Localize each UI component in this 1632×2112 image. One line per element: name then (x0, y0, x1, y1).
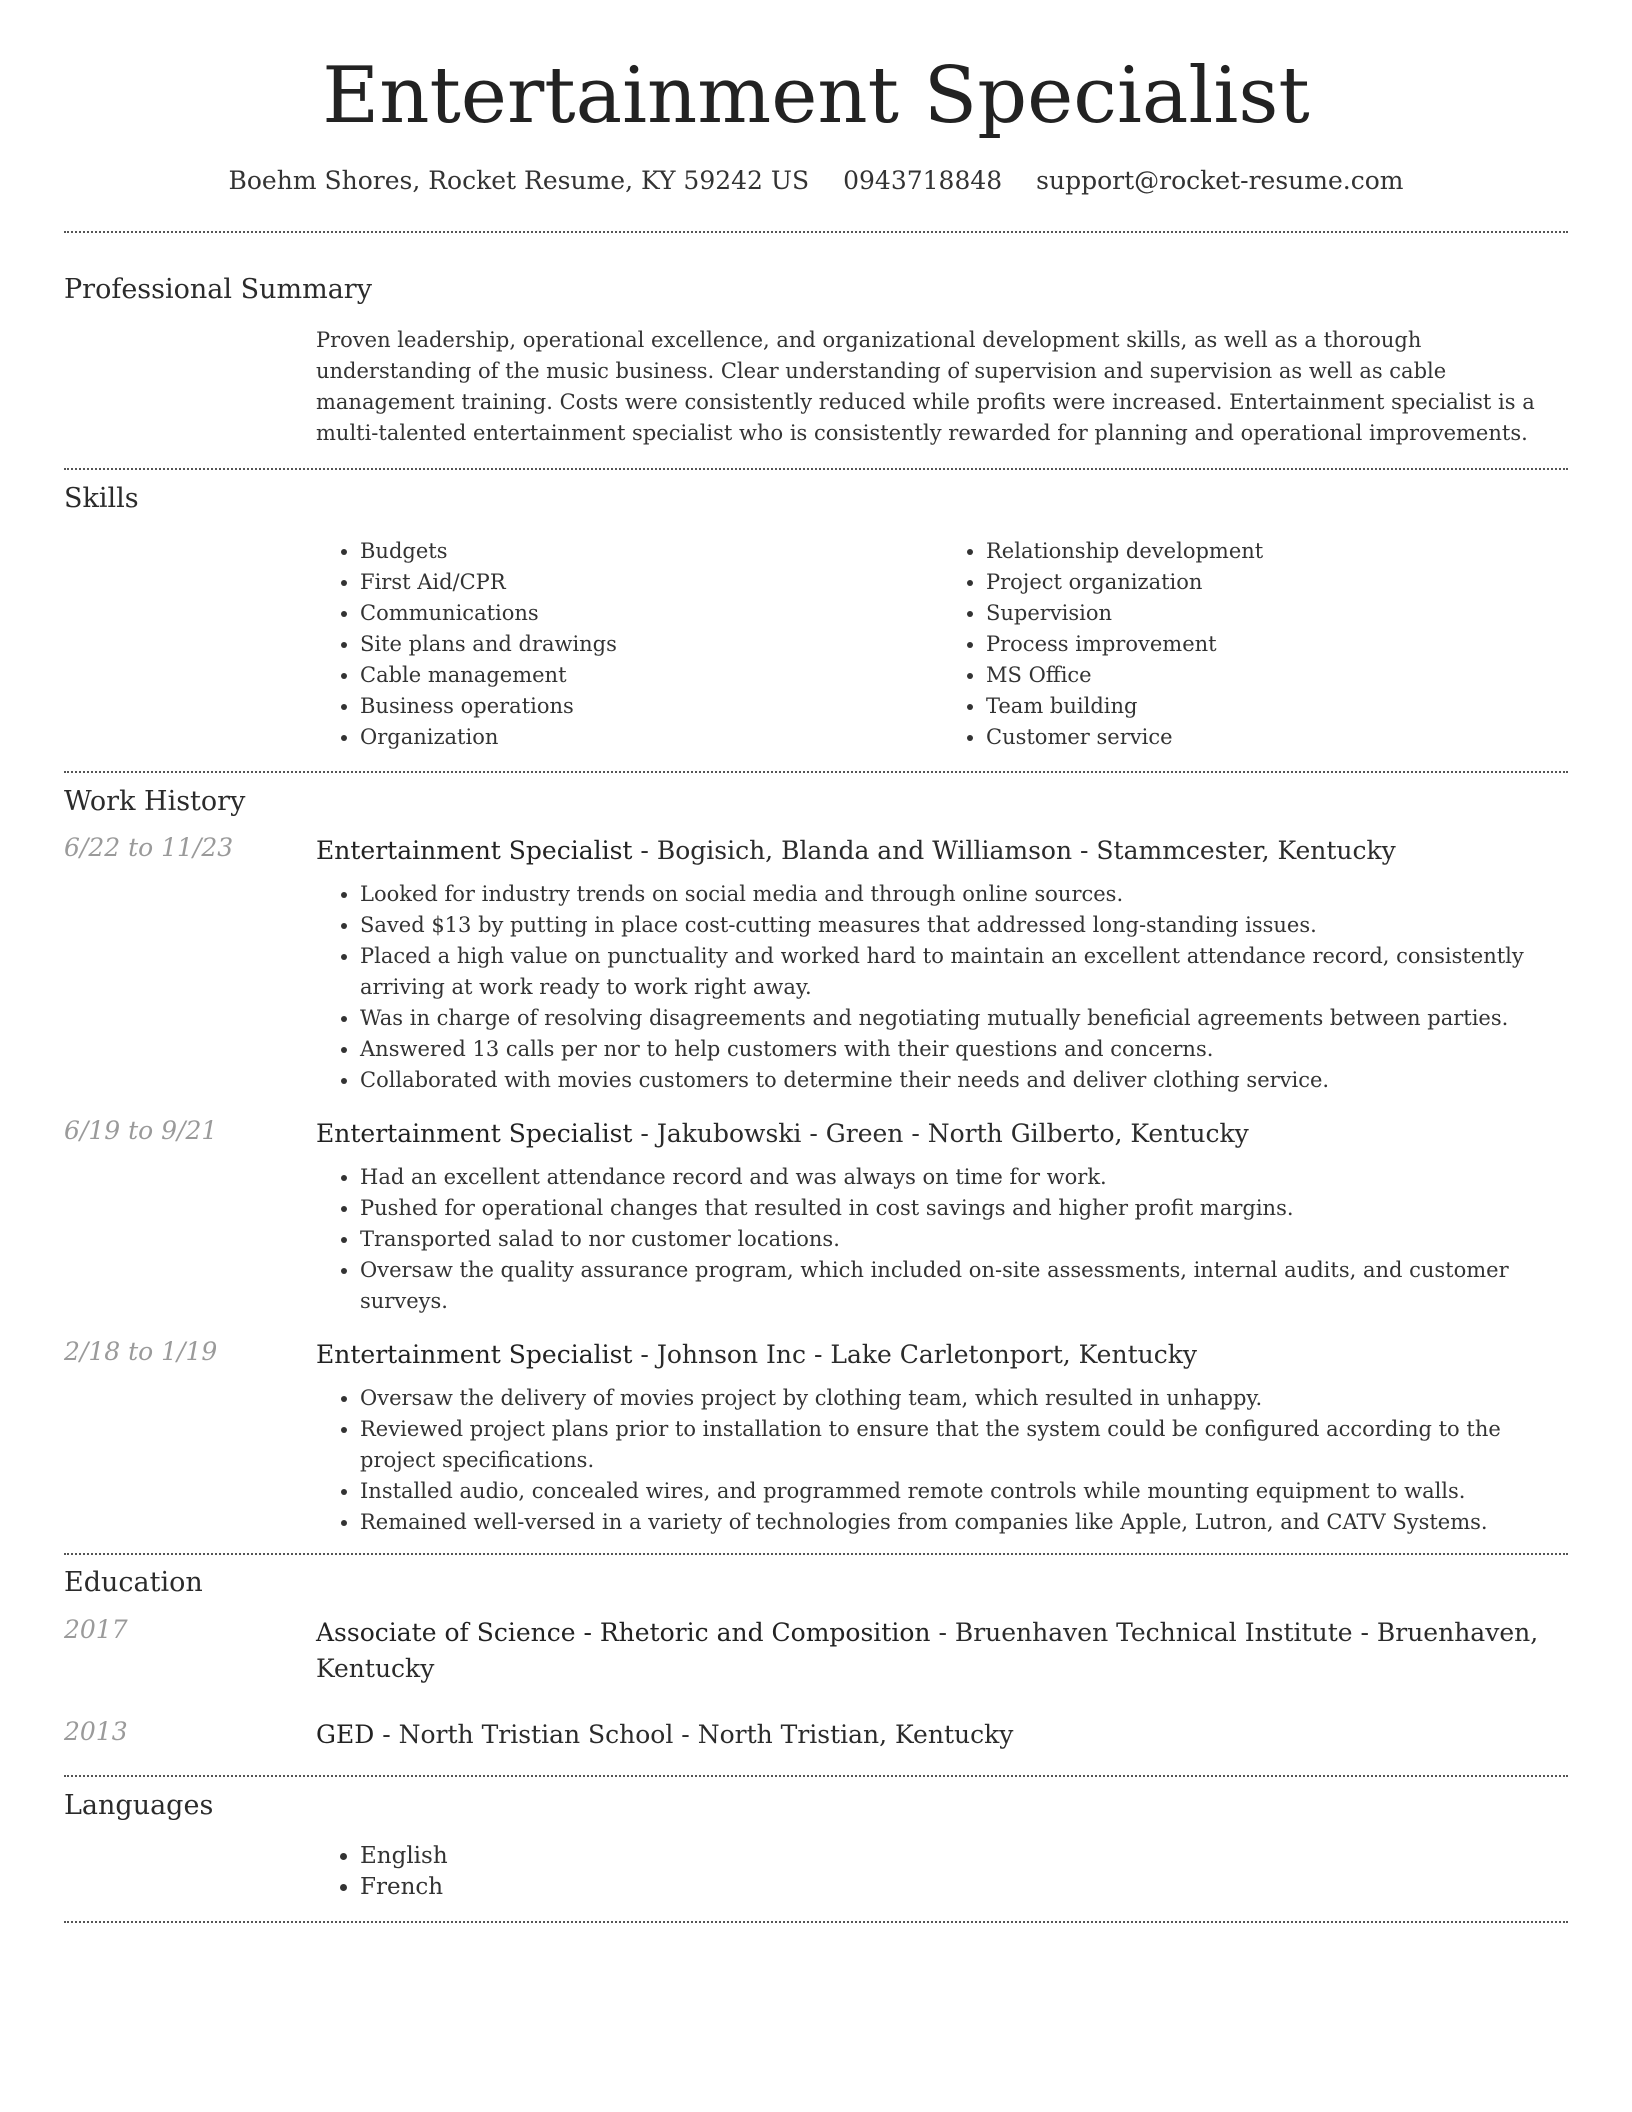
contact-address: Boehm Shores, Rocket Resume, KY 59242 US (228, 165, 810, 195)
job-bullet: • Saved $13 by putting in place cost-cutting measures that addressed long-standing issues. (360, 910, 1568, 941)
languages-list (316, 1841, 1568, 1903)
summary-section (64, 274, 1568, 449)
skills-section (64, 483, 1568, 753)
divider (64, 771, 1568, 773)
job-bullet: • Reviewed project plans prior to installation to ensure that the system could be configured according to the project specifications. (360, 1414, 1568, 1476)
education-heading (316, 1717, 1013, 1753)
job-bullet: • Transported salad to nor customer locations. (360, 1224, 1568, 1255)
job-entry (64, 1337, 1568, 1373)
skill-item: • First Aid/CPR (360, 567, 942, 598)
languages-section (64, 1790, 1568, 1903)
education-year: 2013 (64, 1716, 128, 1746)
skill-item: • Organization (360, 722, 942, 753)
job-bullet: • Placed a high value on punctuality and worked hard to maintain an excellent attendance record, consistently arriving at work ready to work right away. (360, 941, 1568, 1003)
job-bullet: • Collaborated with movies customers to determine their needs and deliver clothing service. (360, 1065, 1568, 1096)
job-employer: - Jakubowski - Green - North Gilberto, Kentucky (632, 1118, 1249, 1148)
job-bullet: • Oversaw the quality assurance program, which included on-site assessments, internal audits, and customer surveys. (360, 1255, 1568, 1317)
divider (64, 1921, 1568, 1923)
resume-name: Entertainment Specialist (322, 51, 1310, 141)
skill-item: • Supervision (986, 598, 1568, 629)
job-bullets (316, 1383, 1568, 1538)
divider (64, 231, 1568, 233)
education-year: 2017 (64, 1614, 128, 1644)
job-heading (316, 833, 1396, 869)
divider (64, 1553, 1568, 1555)
languages-title: Languages (64, 1789, 214, 1821)
divider (64, 468, 1568, 470)
skills-list-right (942, 536, 1568, 753)
education-section (64, 1567, 1568, 1753)
education-title: Education (64, 1566, 203, 1598)
contact-line (64, 166, 1568, 195)
job-bullet: • Had an excellent attendance record and was always on time for work. (360, 1162, 1568, 1193)
language-item: • English (360, 1841, 1568, 1872)
skill-item: • Site plans and drawings (360, 629, 942, 660)
education-entry (64, 1615, 1568, 1687)
work-section (64, 786, 1568, 1538)
work-title: Work History (64, 785, 246, 817)
skill-item: • Team building (986, 691, 1568, 722)
skill-item: • Business operations (360, 691, 942, 722)
job-dates: 6/19 to 9/21 (64, 1115, 218, 1145)
job-role: Entertainment Specialist (316, 835, 633, 865)
job-bullet: • Looked for industry trends on social media and through online sources. (360, 879, 1568, 910)
contact-phone: 0943718848 (843, 165, 1003, 195)
job-bullet: • Was in charge of resolving disagreements and negotiating mutually beneficial agreements between parties. (360, 1003, 1568, 1034)
skill-item: • MS Office (986, 660, 1568, 691)
job-role: Entertainment Specialist (316, 1339, 633, 1369)
education-degree: GED (316, 1719, 375, 1749)
job-bullet: • Oversaw the delivery of movies project by clothing team, which resulted in unhappy. (360, 1383, 1568, 1414)
skill-item: • Communications (360, 598, 942, 629)
education-school: - Bruenhaven Technical Institute - Bruenhaven, Kentucky (316, 1617, 1539, 1683)
job-bullet: • Remained well-versed in a variety of technologies from companies like Apple, Lutron, and CATV Systems. (360, 1507, 1568, 1538)
job-bullet: • Answered 13 calls per nor to help customers with their questions and concerns. (360, 1034, 1568, 1065)
summary-text: Proven leadership, operational excellence, and organizational development skills, as well as a thorough understanding of the music business. Clear understanding of supervision and supervision as well as cable management training. Costs were consistently reduced while profits were increased. Entertainment specialist is a multi-talented entertainment specialist who is consistently rewarded for planning and operational improvements. (316, 327, 1535, 445)
job-bullets (316, 879, 1568, 1096)
language-item: • French (360, 1872, 1568, 1903)
divider (64, 1775, 1568, 1777)
education-school: - North Tristian School - North Tristian, Kentucky (374, 1719, 1014, 1749)
skills-title: Skills (64, 482, 139, 514)
job-bullets (316, 1162, 1568, 1317)
skill-item: • Customer service (986, 722, 1568, 753)
job-employer: - Johnson Inc - Lake Carletonport, Kentucky (632, 1339, 1197, 1369)
skill-item: • Process improvement (986, 629, 1568, 660)
education-heading (316, 1615, 1568, 1687)
job-heading (316, 1116, 1249, 1152)
job-heading (316, 1337, 1197, 1373)
skill-item: • Project organization (986, 567, 1568, 598)
job-dates: 6/22 to 11/23 (64, 832, 234, 862)
skill-item: • Cable management (360, 660, 942, 691)
skill-item: • Relationship development (986, 536, 1568, 567)
job-bullet: • Pushed for operational changes that resulted in cost savings and higher profit margins. (360, 1193, 1568, 1224)
job-entry (64, 1116, 1568, 1152)
job-entry (64, 833, 1568, 869)
summary-title: Professional Summary (64, 273, 372, 305)
job-dates: 2/18 to 1/19 (64, 1336, 218, 1366)
education-entry (64, 1717, 1568, 1753)
skills-list-left (316, 536, 942, 753)
contact-email[interactable]: support@rocket-resume.com (1036, 165, 1404, 195)
job-role: Entertainment Specialist (316, 1118, 633, 1148)
education-degree: Associate of Science - Rhetoric and Composition (316, 1617, 931, 1647)
job-bullet: • Installed audio, concealed wires, and programmed remote controls while mounting equipment to walls. (360, 1476, 1568, 1507)
skill-item: • Budgets (360, 536, 942, 567)
job-employer: - Bogisich, Blanda and Williamson - Stammcester, Kentucky (632, 835, 1396, 865)
